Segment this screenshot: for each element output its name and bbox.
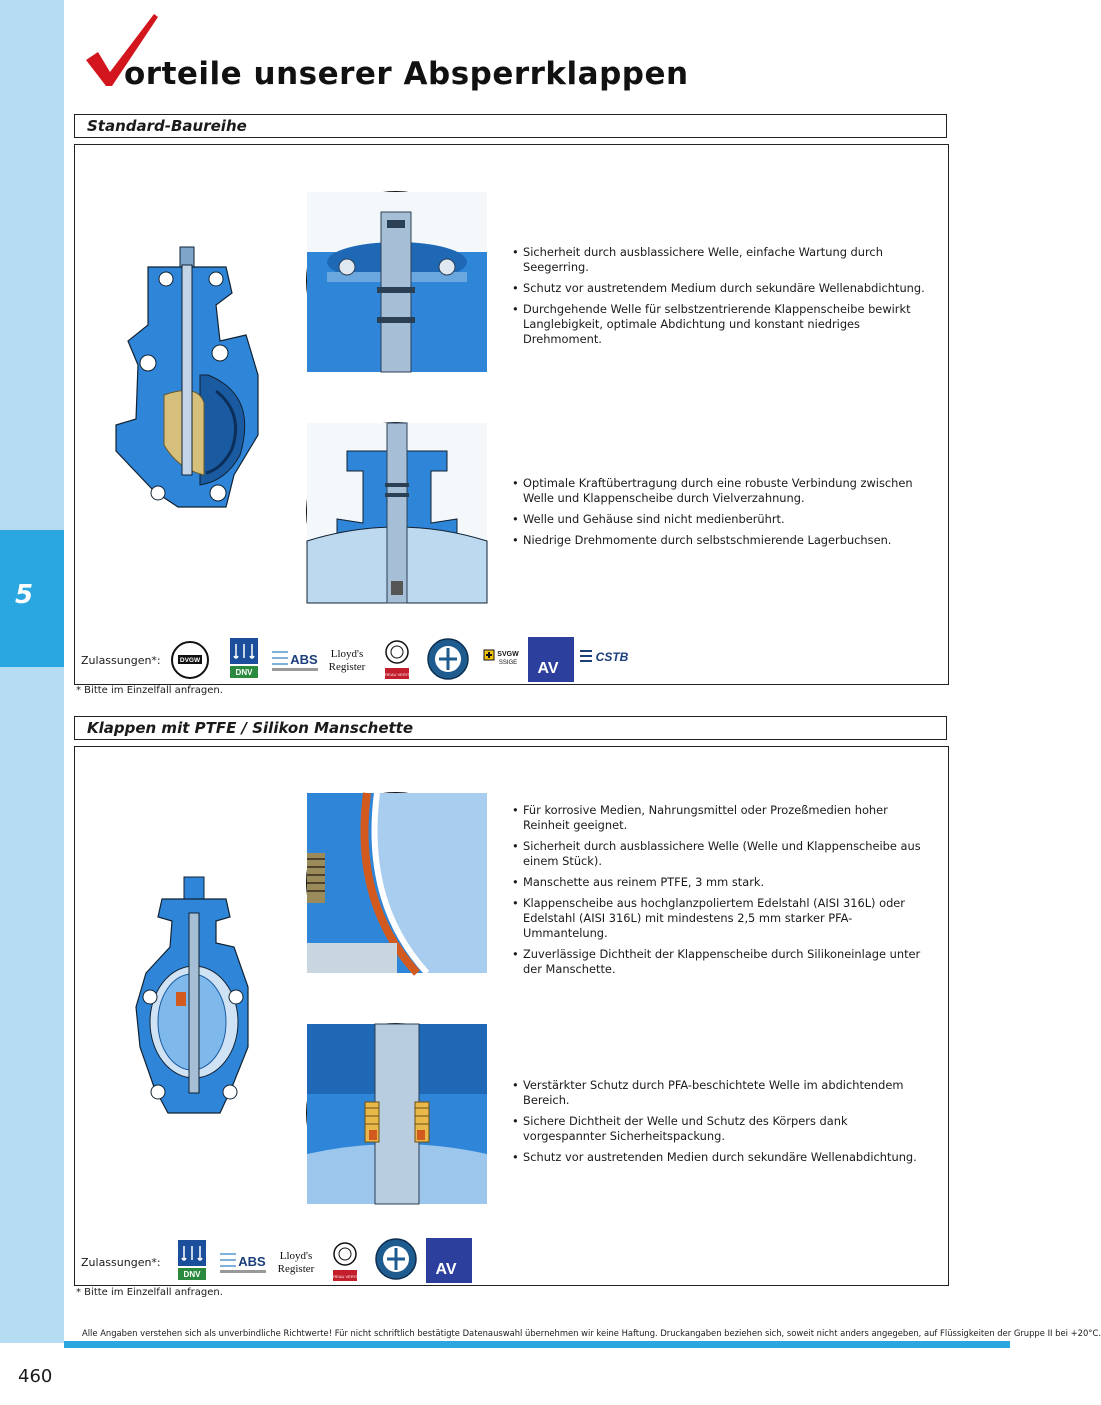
svg-text:SSIGE: SSIGE bbox=[498, 660, 518, 666]
av-logo bbox=[528, 637, 574, 682]
dvgw-logo bbox=[170, 640, 210, 680]
detail-circle-shaft-disc bbox=[306, 422, 486, 602]
svg-text:Lloyd's: Lloyd's bbox=[330, 648, 364, 660]
svg-text:DVGW: DVGW bbox=[179, 657, 201, 664]
svg-text:CSTB: CSTB bbox=[595, 650, 629, 664]
svg-text:DNV: DNV bbox=[183, 1270, 201, 1279]
cstb-logo bbox=[578, 645, 632, 673]
approvals-label: Zulassungen*: bbox=[81, 654, 161, 667]
dnv-logo bbox=[178, 1240, 206, 1280]
svg-text:DNV: DNV bbox=[235, 668, 253, 677]
abs-logo bbox=[218, 1246, 268, 1278]
rina-logo bbox=[375, 1238, 417, 1280]
list-item: • Sicherheit durch ausblassichere Welle, einfache Wartung durch Seegerring. bbox=[512, 245, 932, 275]
page-title: orteile unserer Absperrklappen bbox=[124, 56, 689, 92]
svg-text:Lloyd's: Lloyd's bbox=[279, 1250, 313, 1262]
list-item: • Durchgehende Welle für selbstzentrierende Klappenscheibe bewirkt Langlebigkeit, optimale Abdichtung und konstant niedriges Drehmoment. bbox=[512, 302, 932, 347]
svg-text:BUREAU VERITAS: BUREAU VERITAS bbox=[327, 1274, 363, 1279]
disclaimer-text: Alle Angaben verstehen sich als unverbindliche Richtwerte! Für nicht schriftlich bestätigte Datenauswahl übernehmen wir keine Haftung. Druckangaben beziehen sich, soweit nicht anders angegeben, auf Flüssigkeiten der Gruppe II bei +20°C. bbox=[82, 1328, 1101, 1338]
list-item: • Klappenscheibe aus hochglanzpoliertem Edelstahl (AISI 316L) oder Edelstahl (AISI 316L) mit mindestens 2,5 mm starker PFA-Ummantelung. bbox=[512, 896, 932, 941]
detail-circle-shaft-top bbox=[306, 191, 486, 371]
svg-text:BUREAU VERITAS: BUREAU VERITAS bbox=[379, 672, 415, 677]
sidebar-band-bottom bbox=[0, 667, 64, 1343]
detail-circle-shaft-seal bbox=[306, 1023, 486, 1203]
svg-text:ABS: ABS bbox=[290, 652, 318, 667]
svg-text:AV: AV bbox=[537, 660, 559, 677]
av-logo bbox=[426, 1238, 472, 1283]
svg-text:SVGW: SVGW bbox=[497, 651, 519, 658]
list-item: • Optimale Kraftübertragung durch eine robuste Verbindung zwischen Welle und Klappenscheibe durch Vielverzahnung. bbox=[512, 476, 932, 506]
page-number: 460 bbox=[18, 1366, 53, 1387]
list-item: • Sicherheit durch ausblassichere Welle (Welle und Klappenscheibe aus einem Stück). bbox=[512, 839, 932, 869]
bullet-list-standard-top bbox=[512, 245, 932, 353]
bullet-list-ptfe-bottom bbox=[512, 1078, 932, 1171]
list-item: • Niedrige Drehmomente durch selbstschmierende Lagerbuchsen. bbox=[512, 533, 932, 548]
butterfly-valve-illustration bbox=[108, 245, 264, 515]
section-title: Standard-Baureihe bbox=[87, 117, 247, 135]
list-item: • Manschette aus reinem PTFE, 3 mm stark. bbox=[512, 875, 932, 890]
svg-text:ABS: ABS bbox=[238, 1254, 266, 1269]
svgw-logo bbox=[482, 646, 520, 670]
chapter-number: 5 bbox=[14, 580, 34, 610]
svg-text:AV: AV bbox=[435, 1261, 457, 1278]
bullet-list-standard-bottom bbox=[512, 476, 932, 554]
rina-logo bbox=[427, 638, 469, 680]
bureau-veritas-logo bbox=[327, 1240, 363, 1282]
lloyds-register-logo bbox=[325, 643, 370, 677]
list-item: • Schutz vor austretenden Medien durch sekundäre Wellenabdichtung. bbox=[512, 1150, 932, 1165]
list-item: • Für korrosive Medien, Nahrungsmittel oder Prozeßmedien hoher Reinheit geeignet. bbox=[512, 803, 932, 833]
svg-text:Register: Register bbox=[328, 661, 366, 673]
ptfe-valve-illustration bbox=[126, 877, 262, 1117]
bullet-list-ptfe-top bbox=[512, 803, 932, 983]
footnote: * Bitte im Einzelfall anfragen. bbox=[76, 1287, 223, 1298]
lloyds-register-logo bbox=[274, 1245, 319, 1279]
footer-rule bbox=[64, 1341, 1010, 1348]
list-item: • Schutz vor austretendem Medium durch sekundäre Wellenabdichtung. bbox=[512, 281, 932, 296]
list-item: • Welle und Gehäuse sind nicht medienberührt. bbox=[512, 512, 932, 527]
bureau-veritas-logo bbox=[379, 638, 415, 680]
approvals-label: Zulassungen*: bbox=[81, 1256, 161, 1269]
dnv-logo bbox=[230, 638, 258, 678]
footnote: * Bitte im Einzelfall anfragen. bbox=[76, 685, 223, 696]
list-item: • Zuverlässige Dichtheit der Klappenscheibe durch Silikoneinlage unter der Manschette. bbox=[512, 947, 932, 977]
detail-circle-liner bbox=[306, 792, 486, 972]
sidebar-band-top bbox=[0, 0, 64, 530]
svg-text:Register: Register bbox=[277, 1263, 315, 1275]
section-ptfe-heading bbox=[74, 716, 947, 740]
list-item: • Verstärkter Schutz durch PFA-beschichtete Welle im abdichtendem Bereich. bbox=[512, 1078, 932, 1108]
list-item: • Sichere Dichtheit der Welle und Schutz des Körpers dank vorgespannter Sicherheitspackung. bbox=[512, 1114, 932, 1144]
section-standard-heading bbox=[74, 114, 947, 138]
section-title: Klappen mit PTFE / Silikon Manschette bbox=[87, 719, 414, 737]
abs-logo bbox=[270, 644, 320, 676]
